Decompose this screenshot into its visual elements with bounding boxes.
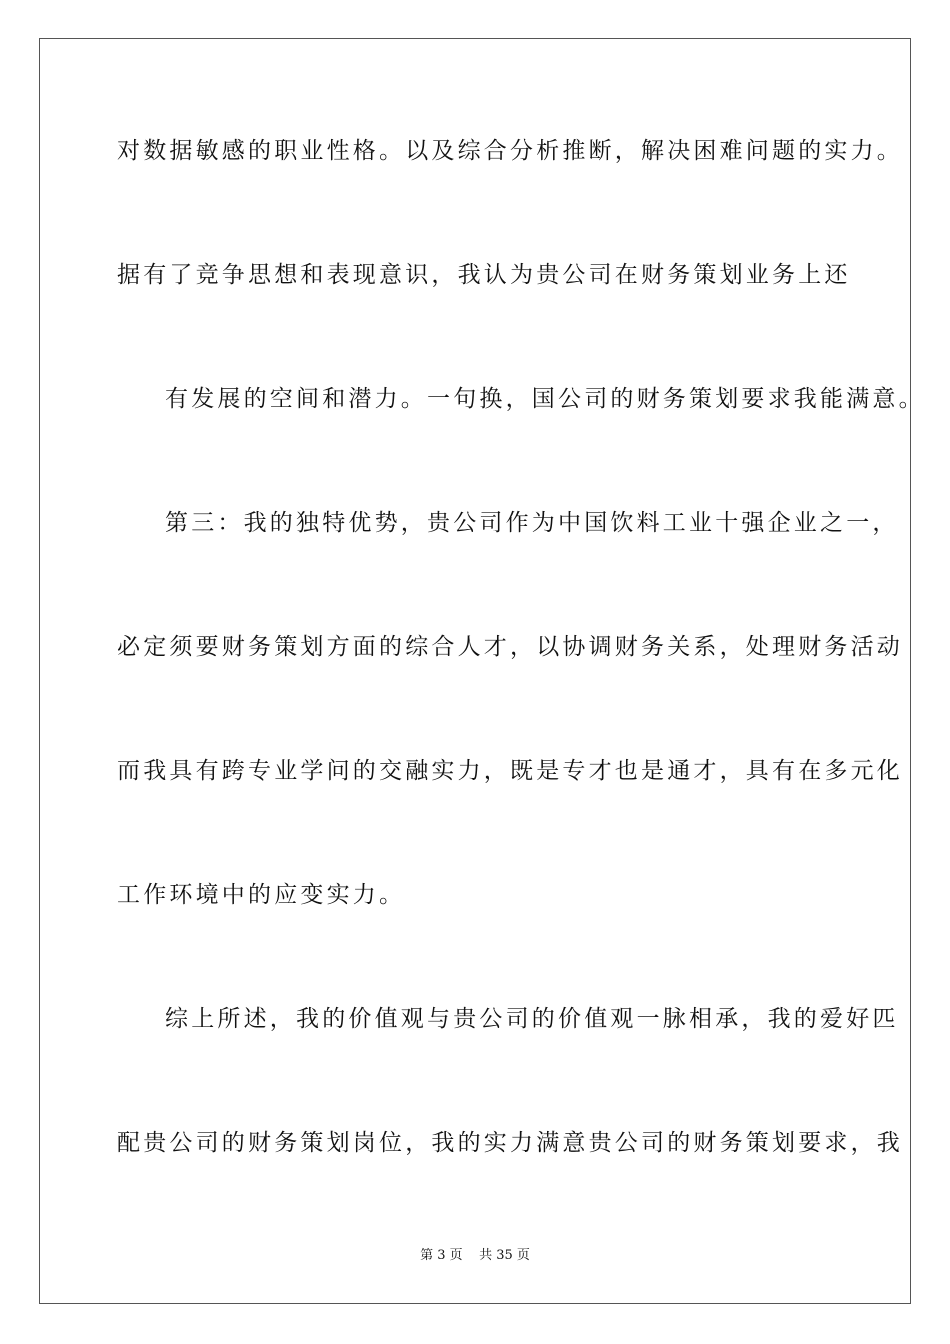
body-text-line: 而我具有跨专业学问的交融实力，既是专才也是通才，具有在多元化	[117, 758, 903, 784]
body-text-line: 综上所述，我的价值观与贵公司的价值观一脉相承，我的爱好匹	[165, 1006, 899, 1032]
body-text-line: 第三：我的独特优势，贵公司作为中国饮料工业十强企业之一，	[165, 510, 899, 536]
body-text-line: 据有了竞争思想和表现意识，我认为贵公司在财务策划业务上还	[117, 262, 851, 288]
body-text-line: 配贵公司的财务策划岗位，我的实力满意贵公司的财务策划要求，我	[117, 1130, 903, 1156]
body-text-line: 工作环境中的应变实力。	[117, 882, 406, 908]
body-text-line: 必定须要财务策划方面的综合人才，以协调财务关系，处理财务活动	[117, 634, 903, 660]
body-text-line: 有发展的空间和潜力。一句换，国公司的财务策划要求我能满意。	[165, 386, 925, 412]
body-text-line: 对数据敏感的职业性格。以及综合分析推断，解决困难问题的实力。	[117, 138, 903, 164]
page-footer: 第 3 页 共 35 页	[420, 1248, 530, 1263]
page-border	[39, 38, 911, 1304]
